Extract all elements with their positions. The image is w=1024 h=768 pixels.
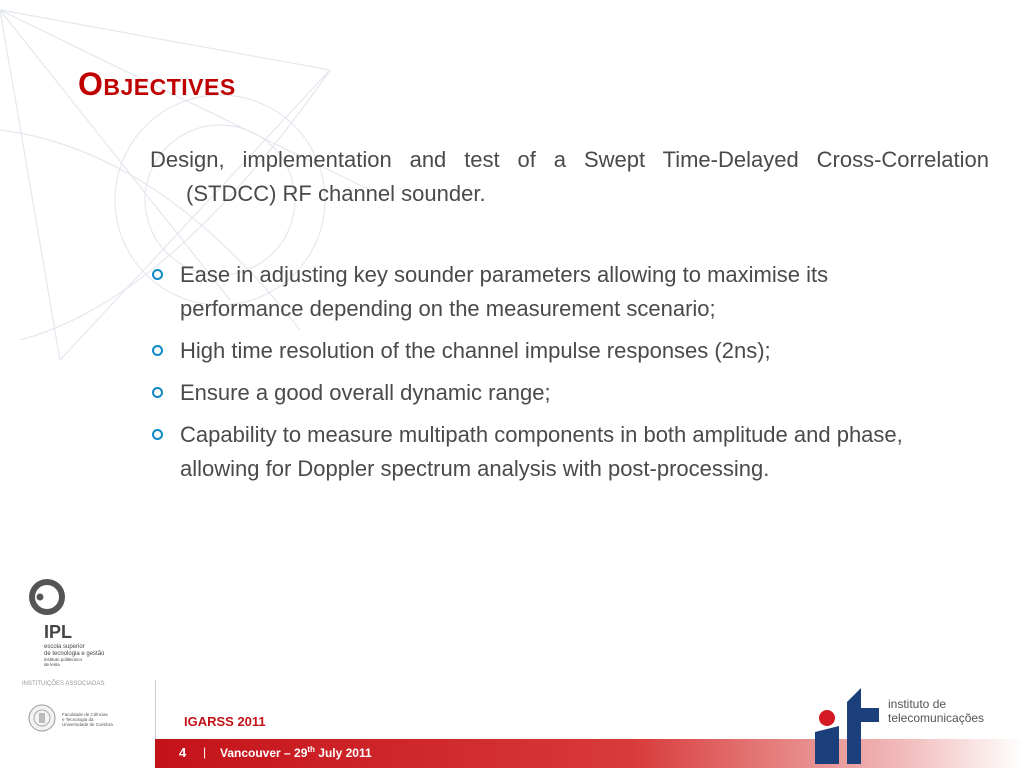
page-number: 4 xyxy=(179,745,187,760)
it-logo-text xyxy=(888,697,984,725)
uc-line3: Universidade de Coimbra xyxy=(62,722,113,727)
list-item xyxy=(150,376,953,410)
title-rest: BJECTIVES xyxy=(103,74,236,100)
bullet-ring-icon xyxy=(152,269,163,280)
uc-seal-icon xyxy=(29,705,55,731)
it-logo-icon xyxy=(805,688,885,764)
bullet-text: High time resolution of the channel impulse responses (2ns); xyxy=(180,338,771,363)
objectives-list xyxy=(150,258,953,494)
slide-title xyxy=(78,66,236,103)
ipl-logo xyxy=(22,575,162,745)
ipl-line4: de leiria xyxy=(44,662,60,667)
list-item xyxy=(150,334,953,368)
ipl-line1: escola superior xyxy=(44,644,85,650)
uc-line1: Faculdade de Ciências xyxy=(62,712,108,717)
bullet-ring-icon xyxy=(152,387,163,398)
associated-label: INSTITUIÇÕES ASSOCIADAS: xyxy=(22,681,107,687)
ipl-line2: de tecnologia e gestão xyxy=(44,651,105,657)
intro-paragraph: Design, implementation and test of a Swept Time-Delayed Cross-Correlation (STDCC) RF channel sounder. xyxy=(150,147,989,206)
ipl-line3: instituto politécnico xyxy=(44,657,83,662)
footer-separator: | xyxy=(203,745,207,759)
uc-line2: e Tecnologia da xyxy=(62,717,94,722)
it-line2: telecomunicações xyxy=(888,711,985,725)
list-item xyxy=(150,258,953,326)
title-initial: O xyxy=(78,66,104,102)
bullet-ring-icon xyxy=(152,345,163,356)
bullet-text: Ensure a good overall dynamic range; xyxy=(180,380,551,405)
conference-label: IGARSS 2011 xyxy=(184,714,266,729)
ipl-name: IPL xyxy=(44,622,73,642)
place-suffix: July 2011 xyxy=(314,746,372,760)
bullet-text: Capability to measure multipath components in both amplitude and phase, allowing for Doppler spectrum analysis with post-processing. xyxy=(180,422,903,481)
place-prefix: Vancouver – 29 xyxy=(220,746,308,760)
place-sup: th xyxy=(307,745,315,754)
footer-place-date xyxy=(220,745,372,760)
bullet-text: Ease in adjusting key sounder parameters allowing to maximise its performance depending on the measurement scenario; xyxy=(180,262,829,321)
list-item xyxy=(150,418,953,486)
it-line1: instituto de xyxy=(888,697,947,711)
bullet-ring-icon xyxy=(152,429,163,440)
